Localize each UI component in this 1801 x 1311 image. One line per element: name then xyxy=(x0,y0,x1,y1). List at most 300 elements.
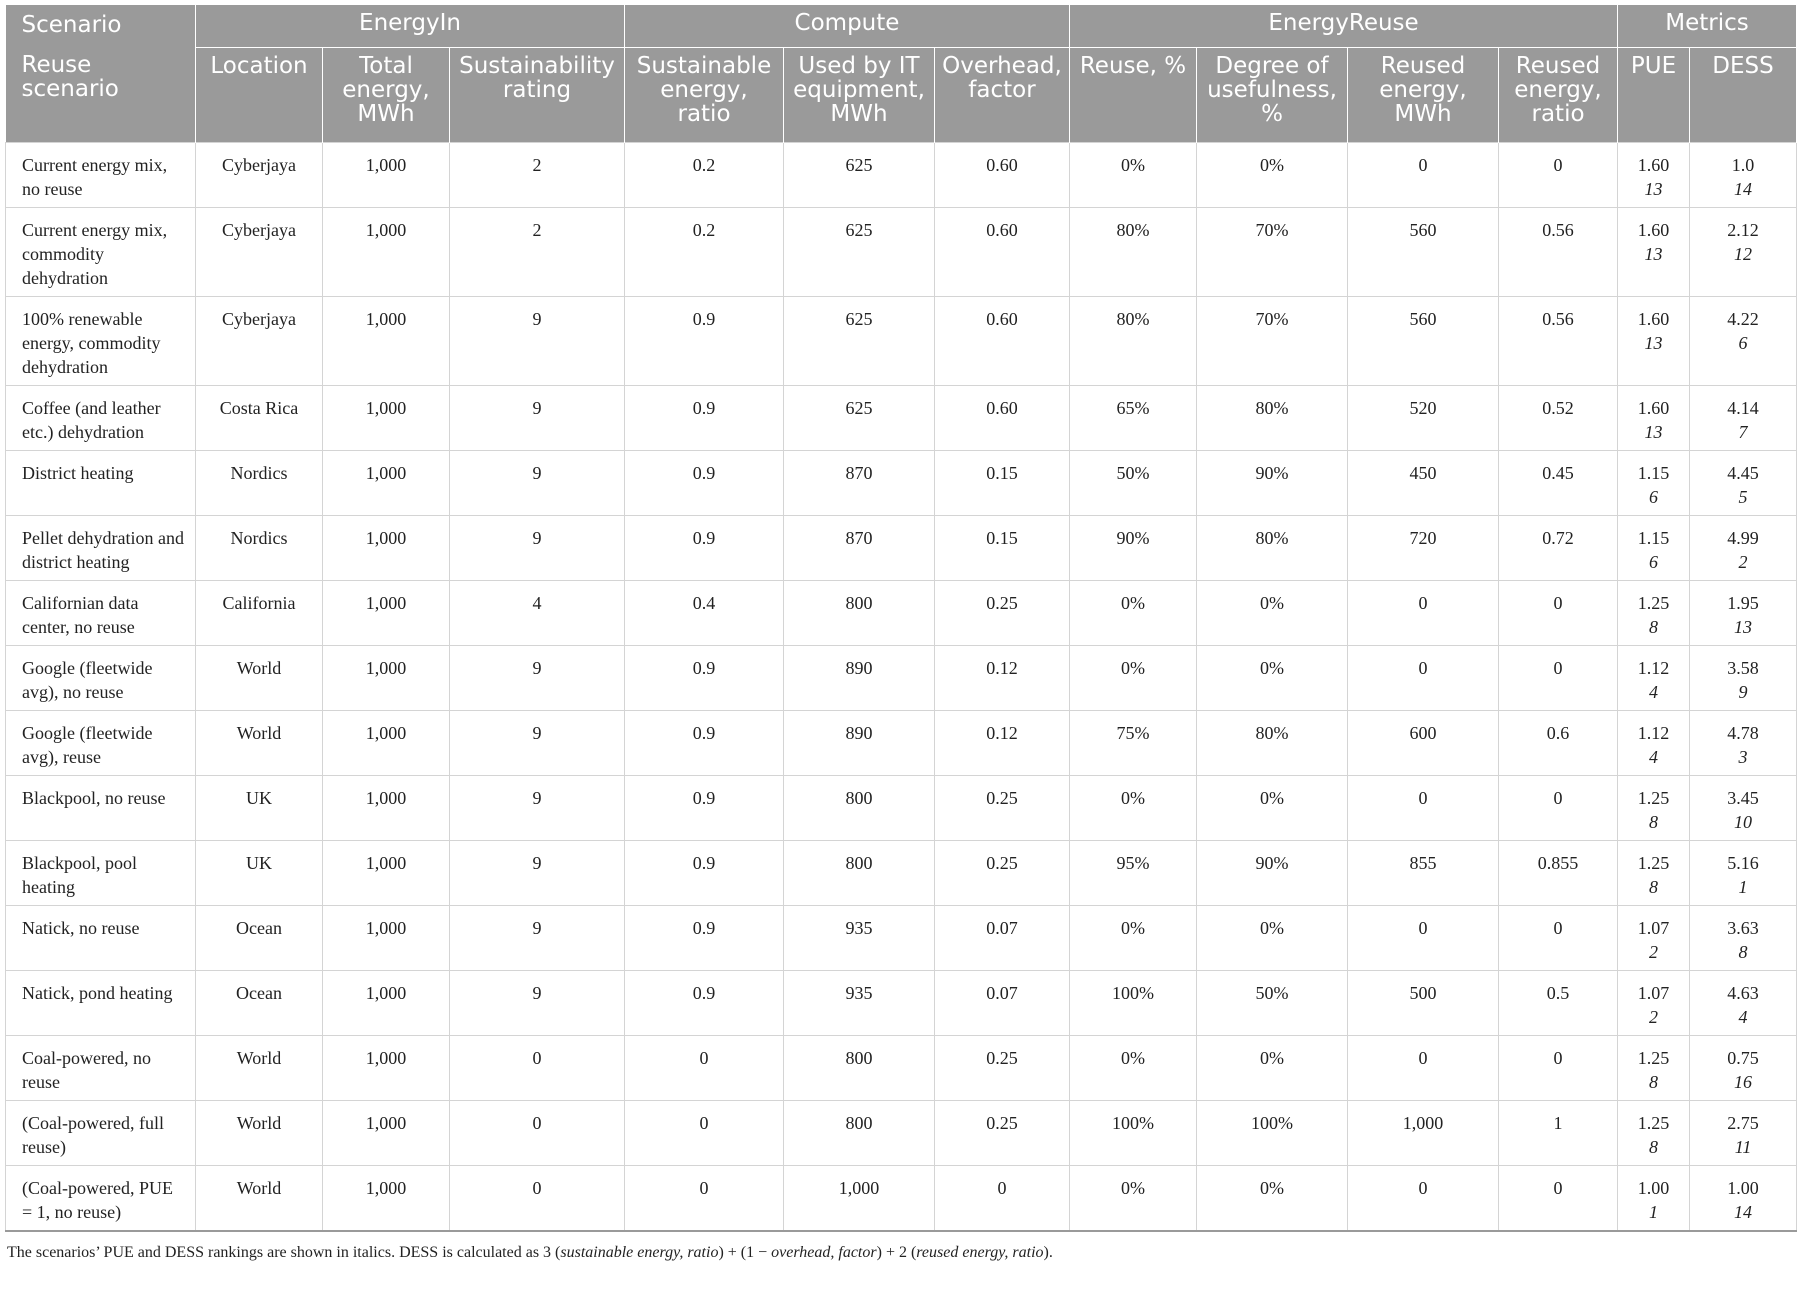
cell-sustainability-rating: 9 xyxy=(450,775,625,840)
cell-pue xyxy=(1618,385,1690,450)
cell-reused-energy-ratio: 0 xyxy=(1499,580,1618,645)
cell-degree-usefulness: 70% xyxy=(1197,296,1348,385)
cell-degree-usefulness: 80% xyxy=(1197,385,1348,450)
cell-sustainable-energy-ratio: 0.9 xyxy=(625,385,784,450)
cell-sustainable-energy-ratio: 0.9 xyxy=(625,970,784,1035)
pue-value: 1.60 xyxy=(1637,397,1670,418)
dess-value: 0.75 xyxy=(1727,1047,1759,1068)
group-energy-reuse: EnergyReuse xyxy=(1070,5,1618,47)
cell-overhead-factor: 0 xyxy=(935,1165,1070,1231)
cell-overhead-factor: 0.25 xyxy=(935,580,1070,645)
cell-degree-usefulness: 50% xyxy=(1197,970,1348,1035)
pue-rank: 13 xyxy=(1644,332,1663,353)
dess-rank: 12 xyxy=(1734,243,1753,264)
cell-reused-energy-ratio: 0 xyxy=(1499,1165,1618,1231)
table-row xyxy=(6,450,1797,515)
cell-total-energy: 1,000 xyxy=(323,840,450,905)
cell-pue xyxy=(1618,645,1690,710)
pue-value: 1.07 xyxy=(1637,982,1670,1003)
cell-scenario: (Coal-powered, PUE = 1, no reuse) xyxy=(6,1165,196,1231)
cell-total-energy: 1,000 xyxy=(323,970,450,1035)
pue-rank: 13 xyxy=(1644,178,1663,199)
cell-scenario: Natick, no reuse xyxy=(6,905,196,970)
pue-value: 1.12 xyxy=(1637,657,1670,678)
cell-reused-energy-mwh: 0 xyxy=(1348,1035,1499,1100)
table-row xyxy=(6,775,1797,840)
cell-total-energy: 1,000 xyxy=(323,905,450,970)
cell-overhead-factor: 0.60 xyxy=(935,296,1070,385)
cell-reuse-pct: 80% xyxy=(1070,207,1197,296)
dess-value: 2.75 xyxy=(1727,1112,1759,1133)
cell-sustainability-rating: 0 xyxy=(450,1100,625,1165)
cell-dess xyxy=(1690,710,1797,775)
col-dess: DESS xyxy=(1690,47,1797,142)
cell-sustainability-rating: 9 xyxy=(450,645,625,710)
dess-value: 5.16 xyxy=(1727,852,1759,873)
pue-rank: 8 xyxy=(1649,811,1659,832)
dess-value: 2.12 xyxy=(1727,219,1759,240)
cell-sustainability-rating: 9 xyxy=(450,450,625,515)
table-row xyxy=(6,1165,1797,1231)
cell-sustainable-energy-ratio: 0 xyxy=(625,1100,784,1165)
footnote-lead: The scenarios’ PUE and DESS rankings are shown in italics. DESS is calculated as 3 ( xyxy=(7,1243,561,1261)
cell-degree-usefulness: 0% xyxy=(1197,580,1348,645)
group-energy-in: EnergyIn xyxy=(196,5,625,47)
cell-scenario: District heating xyxy=(6,450,196,515)
cell-reused-energy-ratio: 0.45 xyxy=(1499,450,1618,515)
pue-rank: 2 xyxy=(1649,941,1659,962)
pue-rank: 4 xyxy=(1649,746,1659,767)
cell-degree-usefulness: 70% xyxy=(1197,207,1348,296)
dess-rank: 9 xyxy=(1738,681,1748,702)
pue-value: 1.60 xyxy=(1637,219,1670,240)
cell-scenario: Blackpool, pool heating xyxy=(6,840,196,905)
dess-rank: 10 xyxy=(1734,811,1753,832)
cell-scenario: (Coal-powered, full reuse) xyxy=(6,1100,196,1165)
cell-location: Ocean xyxy=(196,905,323,970)
dess-rank: 1 xyxy=(1738,876,1748,897)
cell-overhead-factor: 0.07 xyxy=(935,905,1070,970)
group-compute: Compute xyxy=(625,5,1070,47)
cell-reuse-pct: 50% xyxy=(1070,450,1197,515)
cell-overhead-factor: 0.25 xyxy=(935,840,1070,905)
col-location: Location xyxy=(196,47,323,142)
cell-sustainability-rating: 2 xyxy=(450,142,625,207)
cell-total-energy: 1,000 xyxy=(323,142,450,207)
dess-rank: 5 xyxy=(1738,486,1748,507)
cell-overhead-factor: 0.07 xyxy=(935,970,1070,1035)
cell-scenario: Current energy mix, no reuse xyxy=(6,142,196,207)
cell-used-by-it: 1,000 xyxy=(784,1165,935,1231)
cell-used-by-it: 800 xyxy=(784,1100,935,1165)
cell-used-by-it: 800 xyxy=(784,580,935,645)
cell-location: World xyxy=(196,710,323,775)
dess-value: 1.00 xyxy=(1727,1177,1759,1198)
cell-overhead-factor: 0.60 xyxy=(935,207,1070,296)
dess-value: 3.58 xyxy=(1727,657,1759,678)
pue-rank: 6 xyxy=(1649,551,1659,572)
cell-sustainability-rating: 0 xyxy=(450,1165,625,1231)
pue-rank: 8 xyxy=(1649,876,1659,897)
cell-used-by-it: 870 xyxy=(784,450,935,515)
cell-total-energy: 1,000 xyxy=(323,296,450,385)
cell-overhead-factor: 0.15 xyxy=(935,515,1070,580)
cell-scenario: Google (fleetwide avg), no reuse xyxy=(6,645,196,710)
dess-rank: 2 xyxy=(1738,551,1748,572)
cell-reused-energy-mwh: 0 xyxy=(1348,1165,1499,1231)
cell-degree-usefulness: 90% xyxy=(1197,840,1348,905)
dess-rank: 6 xyxy=(1738,332,1748,353)
dess-rank: 16 xyxy=(1734,1071,1753,1092)
cell-sustainability-rating: 9 xyxy=(450,840,625,905)
cell-dess xyxy=(1690,1165,1797,1231)
cell-reused-energy-mwh: 0 xyxy=(1348,775,1499,840)
cell-location: World xyxy=(196,645,323,710)
col-pue: PUE xyxy=(1618,47,1690,142)
cell-used-by-it: 625 xyxy=(784,385,935,450)
cell-reused-energy-mwh: 560 xyxy=(1348,207,1499,296)
col-reuse-pct: Reuse, % xyxy=(1070,47,1197,142)
dess-rank: 13 xyxy=(1734,616,1753,637)
cell-used-by-it: 935 xyxy=(784,970,935,1035)
cell-reuse-pct: 75% xyxy=(1070,710,1197,775)
footnote-term-overhead: overhead, factor xyxy=(771,1243,877,1261)
cell-dess xyxy=(1690,645,1797,710)
cell-reused-energy-mwh: 0 xyxy=(1348,580,1499,645)
cell-location: UK xyxy=(196,775,323,840)
cell-sustainable-energy-ratio: 0.9 xyxy=(625,450,784,515)
cell-dess xyxy=(1690,580,1797,645)
cell-used-by-it: 800 xyxy=(784,1035,935,1100)
pue-rank: 8 xyxy=(1649,1136,1659,1157)
cell-scenario: Blackpool, no reuse xyxy=(6,775,196,840)
table-row xyxy=(6,840,1797,905)
cell-reused-energy-ratio: 0 xyxy=(1499,645,1618,710)
pue-value: 1.25 xyxy=(1637,787,1670,808)
cell-overhead-factor: 0.60 xyxy=(935,385,1070,450)
footnote-mid-1: ) + (1 − xyxy=(718,1243,772,1261)
cell-used-by-it: 935 xyxy=(784,905,935,970)
cell-reuse-pct: 65% xyxy=(1070,385,1197,450)
pue-value: 1.15 xyxy=(1637,462,1670,483)
table-row xyxy=(6,296,1797,385)
col-total-energy: Total energy, MWh xyxy=(323,47,450,142)
cell-sustainable-energy-ratio: 0.9 xyxy=(625,905,784,970)
cell-sustainable-energy-ratio: 0.9 xyxy=(625,645,784,710)
cell-degree-usefulness: 0% xyxy=(1197,905,1348,970)
dess-rank: 3 xyxy=(1738,746,1748,767)
cell-reuse-pct: 0% xyxy=(1070,142,1197,207)
cell-dess xyxy=(1690,515,1797,580)
cell-reused-energy-ratio: 0.56 xyxy=(1499,296,1618,385)
cell-pue xyxy=(1618,515,1690,580)
table-row xyxy=(6,385,1797,450)
cell-reused-energy-ratio: 0.5 xyxy=(1499,970,1618,1035)
table-header xyxy=(6,5,1797,142)
pue-rank: 6 xyxy=(1649,486,1659,507)
dess-rank: 11 xyxy=(1734,1136,1752,1157)
col-sustainable-energy-ratio: Sustainable energy, ratio xyxy=(625,47,784,142)
cell-overhead-factor: 0.60 xyxy=(935,142,1070,207)
cell-total-energy: 1,000 xyxy=(323,775,450,840)
footnote-mid-2: ) + 2 ( xyxy=(876,1243,917,1261)
dess-value: 1.0 xyxy=(1731,154,1755,175)
cell-dess xyxy=(1690,142,1797,207)
cell-location: World xyxy=(196,1100,323,1165)
cell-overhead-factor: 0.12 xyxy=(935,645,1070,710)
cell-degree-usefulness: 0% xyxy=(1197,645,1348,710)
cell-dess xyxy=(1690,905,1797,970)
cell-reused-energy-ratio: 0.56 xyxy=(1499,207,1618,296)
cell-reused-energy-ratio: 0.72 xyxy=(1499,515,1618,580)
cell-scenario: Current energy mix, commodity dehydration xyxy=(6,207,196,296)
col-reused-energy-ratio: Reused energy, ratio xyxy=(1499,47,1618,142)
pue-rank: 13 xyxy=(1644,243,1663,264)
cell-reuse-pct: 0% xyxy=(1070,1035,1197,1100)
cell-reuse-pct: 0% xyxy=(1070,1165,1197,1231)
cell-degree-usefulness: 90% xyxy=(1197,450,1348,515)
cell-used-by-it: 890 xyxy=(784,645,935,710)
cell-sustainable-energy-ratio: 0.2 xyxy=(625,142,784,207)
cell-dess xyxy=(1690,450,1797,515)
cell-reused-energy-mwh: 1,000 xyxy=(1348,1100,1499,1165)
cell-reused-energy-mwh: 0 xyxy=(1348,905,1499,970)
cell-pue xyxy=(1618,580,1690,645)
cell-sustainability-rating: 9 xyxy=(450,515,625,580)
cell-reused-energy-ratio: 0.52 xyxy=(1499,385,1618,450)
pue-value: 1.00 xyxy=(1637,1177,1670,1198)
cell-reused-energy-mwh: 500 xyxy=(1348,970,1499,1035)
cell-used-by-it: 800 xyxy=(784,775,935,840)
pue-value: 1.25 xyxy=(1637,592,1670,613)
cell-sustainable-energy-ratio: 0.9 xyxy=(625,515,784,580)
col-overhead-factor: Overhead, factor xyxy=(935,47,1070,142)
cell-scenario: Coal-powered, no reuse xyxy=(6,1035,196,1100)
cell-pue xyxy=(1618,840,1690,905)
table-figure xyxy=(5,5,1796,1262)
cell-sustainable-energy-ratio: 0.9 xyxy=(625,775,784,840)
cell-pue xyxy=(1618,450,1690,515)
dess-rank: 7 xyxy=(1738,421,1748,442)
table-row xyxy=(6,905,1797,970)
group-scenario: Scenario xyxy=(6,5,196,47)
pue-rank: 13 xyxy=(1644,421,1663,442)
cell-degree-usefulness: 0% xyxy=(1197,142,1348,207)
footnote-term-sustainable: sustainable energy, ratio xyxy=(560,1243,719,1261)
cell-overhead-factor: 0.15 xyxy=(935,450,1070,515)
cell-sustainable-energy-ratio: 0.2 xyxy=(625,207,784,296)
dess-rank: 14 xyxy=(1734,1201,1753,1222)
cell-dess xyxy=(1690,1035,1797,1100)
cell-reused-energy-ratio: 0 xyxy=(1499,142,1618,207)
cell-used-by-it: 625 xyxy=(784,207,935,296)
cell-used-by-it: 870 xyxy=(784,515,935,580)
cell-used-by-it: 800 xyxy=(784,840,935,905)
pue-value: 1.25 xyxy=(1637,1047,1670,1068)
cell-reused-energy-mwh: 520 xyxy=(1348,385,1499,450)
cell-overhead-factor: 0.25 xyxy=(935,775,1070,840)
cell-sustainable-energy-ratio: 0.9 xyxy=(625,296,784,385)
dess-value: 4.99 xyxy=(1727,527,1759,548)
cell-sustainability-rating: 9 xyxy=(450,296,625,385)
cell-scenario: Coffee (and leather etc.) dehydration xyxy=(6,385,196,450)
cell-used-by-it: 625 xyxy=(784,142,935,207)
cell-used-by-it: 625 xyxy=(784,296,935,385)
cell-total-energy: 1,000 xyxy=(323,645,450,710)
dess-value: 3.45 xyxy=(1727,787,1759,808)
cell-reused-energy-mwh: 600 xyxy=(1348,710,1499,775)
cell-reuse-pct: 0% xyxy=(1070,580,1197,645)
table-footnote xyxy=(5,1244,1796,1262)
cell-pue xyxy=(1618,207,1690,296)
cell-dess xyxy=(1690,1100,1797,1165)
table-row xyxy=(6,970,1797,1035)
cell-degree-usefulness: 0% xyxy=(1197,1165,1348,1231)
cell-reused-energy-ratio: 0 xyxy=(1499,905,1618,970)
cell-sustainability-rating: 0 xyxy=(450,1035,625,1100)
cell-sustainable-energy-ratio: 0.9 xyxy=(625,840,784,905)
cell-dess xyxy=(1690,970,1797,1035)
table-row xyxy=(6,515,1797,580)
cell-scenario: Google (fleetwide avg), reuse xyxy=(6,710,196,775)
cell-scenario: Californian data center, no reuse xyxy=(6,580,196,645)
table-body xyxy=(6,142,1797,1231)
cell-reused-energy-mwh: 450 xyxy=(1348,450,1499,515)
cell-pue xyxy=(1618,1165,1690,1231)
cell-location: Cyberjaya xyxy=(196,296,323,385)
cell-scenario: 100% renewable energy, commodity dehydration xyxy=(6,296,196,385)
cell-sustainable-energy-ratio: 0 xyxy=(625,1165,784,1231)
col-reuse-scenario: Reuse scenario xyxy=(6,47,196,142)
cell-reused-energy-mwh: 720 xyxy=(1348,515,1499,580)
cell-sustainability-rating: 9 xyxy=(450,385,625,450)
cell-total-energy: 1,000 xyxy=(323,385,450,450)
cell-dess xyxy=(1690,775,1797,840)
cell-location: World xyxy=(196,1165,323,1231)
table-row xyxy=(6,142,1797,207)
cell-overhead-factor: 0.25 xyxy=(935,1100,1070,1165)
pue-value: 1.07 xyxy=(1637,917,1670,938)
cell-location: UK xyxy=(196,840,323,905)
cell-total-energy: 1,000 xyxy=(323,1035,450,1100)
cell-total-energy: 1,000 xyxy=(323,580,450,645)
cell-dess xyxy=(1690,296,1797,385)
cell-reused-energy-mwh: 560 xyxy=(1348,296,1499,385)
cell-sustainability-rating: 2 xyxy=(450,207,625,296)
cell-reuse-pct: 0% xyxy=(1070,645,1197,710)
footnote-term-reused: reused energy, ratio xyxy=(916,1243,1044,1261)
table-row xyxy=(6,1035,1797,1100)
cell-reused-energy-ratio: 0.855 xyxy=(1499,840,1618,905)
pue-rank: 8 xyxy=(1649,1071,1659,1092)
cell-overhead-factor: 0.12 xyxy=(935,710,1070,775)
cell-pue xyxy=(1618,905,1690,970)
cell-degree-usefulness: 100% xyxy=(1197,1100,1348,1165)
cell-sustainability-rating: 9 xyxy=(450,905,625,970)
col-degree-usefulness: Degree of usefulness, % xyxy=(1197,47,1348,142)
footnote-tail: ). xyxy=(1043,1243,1053,1261)
dess-value: 4.63 xyxy=(1727,982,1759,1003)
cell-dess xyxy=(1690,385,1797,450)
cell-location: Nordics xyxy=(196,450,323,515)
cell-degree-usefulness: 80% xyxy=(1197,515,1348,580)
cell-pue xyxy=(1618,1100,1690,1165)
cell-degree-usefulness: 0% xyxy=(1197,775,1348,840)
cell-reuse-pct: 100% xyxy=(1070,1100,1197,1165)
pue-rank: 2 xyxy=(1649,1006,1659,1027)
pue-value: 1.25 xyxy=(1637,852,1670,873)
cell-location: Ocean xyxy=(196,970,323,1035)
table-row xyxy=(6,580,1797,645)
cell-reuse-pct: 0% xyxy=(1070,905,1197,970)
table-row xyxy=(6,645,1797,710)
cell-sustainable-energy-ratio: 0.9 xyxy=(625,710,784,775)
cell-pue xyxy=(1618,296,1690,385)
cell-pue xyxy=(1618,775,1690,840)
dess-value: 4.22 xyxy=(1727,308,1759,329)
dess-rank: 4 xyxy=(1738,1006,1748,1027)
cell-dess xyxy=(1690,840,1797,905)
cell-scenario: Natick, pond heating xyxy=(6,970,196,1035)
cell-sustainability-rating: 9 xyxy=(450,970,625,1035)
cell-reused-energy-ratio: 1 xyxy=(1499,1100,1618,1165)
cell-pue xyxy=(1618,710,1690,775)
dess-value: 4.45 xyxy=(1727,462,1759,483)
cell-dess xyxy=(1690,207,1797,296)
cell-reused-energy-ratio: 0.6 xyxy=(1499,710,1618,775)
cell-total-energy: 1,000 xyxy=(323,1165,450,1231)
dess-rank: 14 xyxy=(1734,178,1753,199)
pue-value: 1.60 xyxy=(1637,154,1670,175)
table-row xyxy=(6,207,1797,296)
scenario-table xyxy=(5,5,1797,1232)
pue-value: 1.25 xyxy=(1637,1112,1670,1133)
group-metrics: Metrics xyxy=(1618,5,1797,47)
cell-total-energy: 1,000 xyxy=(323,710,450,775)
cell-reuse-pct: 90% xyxy=(1070,515,1197,580)
cell-overhead-factor: 0.25 xyxy=(935,1035,1070,1100)
col-sustainability-rating: Sustainability rating xyxy=(450,47,625,142)
cell-total-energy: 1,000 xyxy=(323,1100,450,1165)
pue-value: 1.60 xyxy=(1637,308,1670,329)
cell-reuse-pct: 95% xyxy=(1070,840,1197,905)
cell-location: Cyberjaya xyxy=(196,142,323,207)
cell-reuse-pct: 0% xyxy=(1070,775,1197,840)
cell-total-energy: 1,000 xyxy=(323,207,450,296)
cell-reuse-pct: 100% xyxy=(1070,970,1197,1035)
cell-location: World xyxy=(196,1035,323,1100)
pue-value: 1.12 xyxy=(1637,722,1670,743)
cell-degree-usefulness: 80% xyxy=(1197,710,1348,775)
pue-value: 1.15 xyxy=(1637,527,1670,548)
cell-location: Costa Rica xyxy=(196,385,323,450)
cell-reused-energy-mwh: 855 xyxy=(1348,840,1499,905)
dess-value: 4.14 xyxy=(1727,397,1759,418)
cell-pue xyxy=(1618,1035,1690,1100)
cell-reuse-pct: 80% xyxy=(1070,296,1197,385)
cell-location: Nordics xyxy=(196,515,323,580)
cell-reused-energy-mwh: 0 xyxy=(1348,142,1499,207)
cell-sustainability-rating: 9 xyxy=(450,710,625,775)
cell-sustainable-energy-ratio: 0 xyxy=(625,1035,784,1100)
cell-total-energy: 1,000 xyxy=(323,450,450,515)
col-reused-energy-mwh: Reused energy, MWh xyxy=(1348,47,1499,142)
table-row xyxy=(6,1100,1797,1165)
cell-reused-energy-ratio: 0 xyxy=(1499,775,1618,840)
dess-value: 3.63 xyxy=(1727,917,1759,938)
cell-location: California xyxy=(196,580,323,645)
cell-total-energy: 1,000 xyxy=(323,515,450,580)
